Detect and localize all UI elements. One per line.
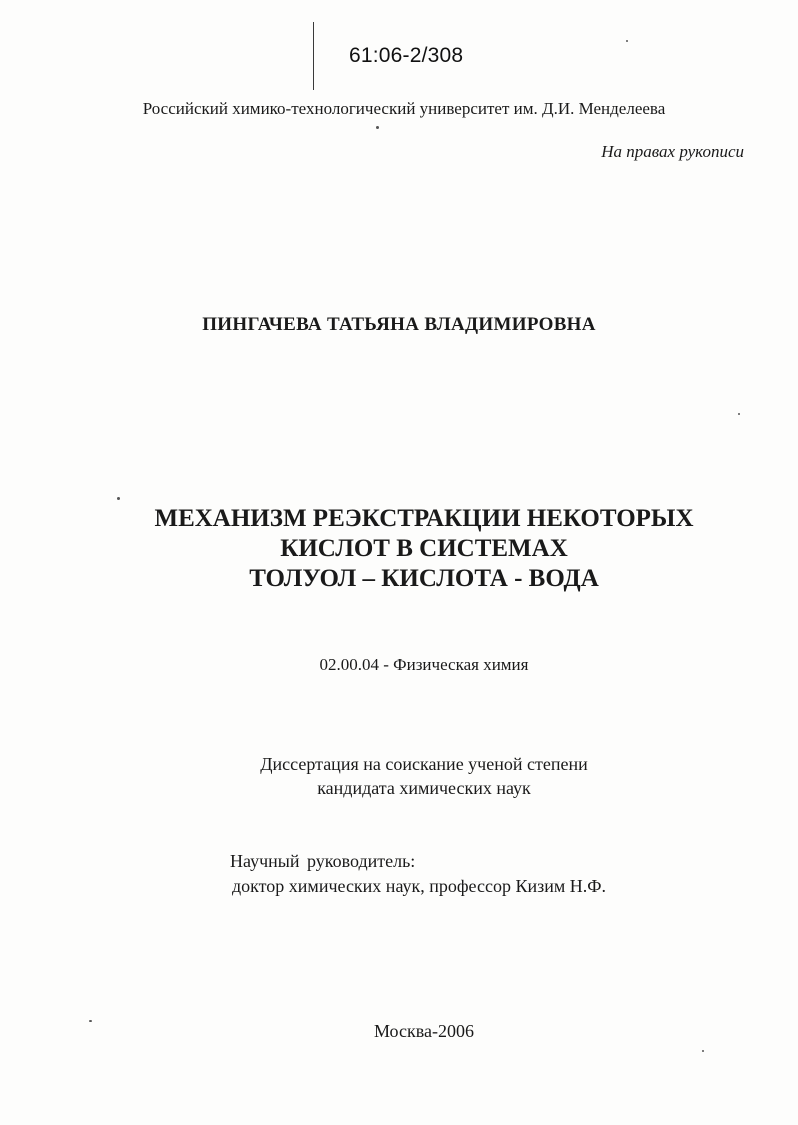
- university-name: Российский химико-технологический университет им. Д.И. Менделеева: [142, 99, 666, 118]
- author-name: ПИНГАЧЕВА ТАТЬЯНА ВЛАДИМИРОВНА: [202, 314, 596, 335]
- scan-speck: [738, 413, 740, 415]
- archive-stamp-code: 61:06-2/308: [349, 44, 464, 67]
- scan-speck: [702, 1050, 704, 1052]
- title-line: МЕХАНИЗМ РЕЭКСТРАКЦИИ НЕКОТОРЫХ: [154, 505, 694, 532]
- title-line: ТОЛУОЛ – КИСЛОТА - ВОДА: [249, 565, 599, 592]
- margin-rule: [313, 22, 314, 90]
- scan-speck: [376, 126, 379, 129]
- dissertation-title: [0, 504, 798, 594]
- manuscript-note: На правах рукописи: [601, 142, 744, 161]
- supervisor-name: доктор химических наук, профессор Кизим Н.Ф.: [232, 876, 606, 896]
- supervisor-label: Научный руководитель:: [230, 851, 416, 871]
- degree-line: кандидата химических наук: [317, 778, 531, 798]
- degree-line: Диссертация на соискание ученой степени: [260, 754, 588, 774]
- specialty-code: 02.00.04 - Физическая химия: [319, 655, 529, 674]
- scan-speck: [89, 1020, 92, 1022]
- scan-speck: [117, 497, 120, 500]
- scan-speck: [626, 40, 628, 42]
- title-line: КИСЛОТ В СИСТЕМАХ: [280, 535, 568, 562]
- degree-statement: [0, 752, 798, 800]
- city-year: Москва-2006: [374, 1021, 474, 1041]
